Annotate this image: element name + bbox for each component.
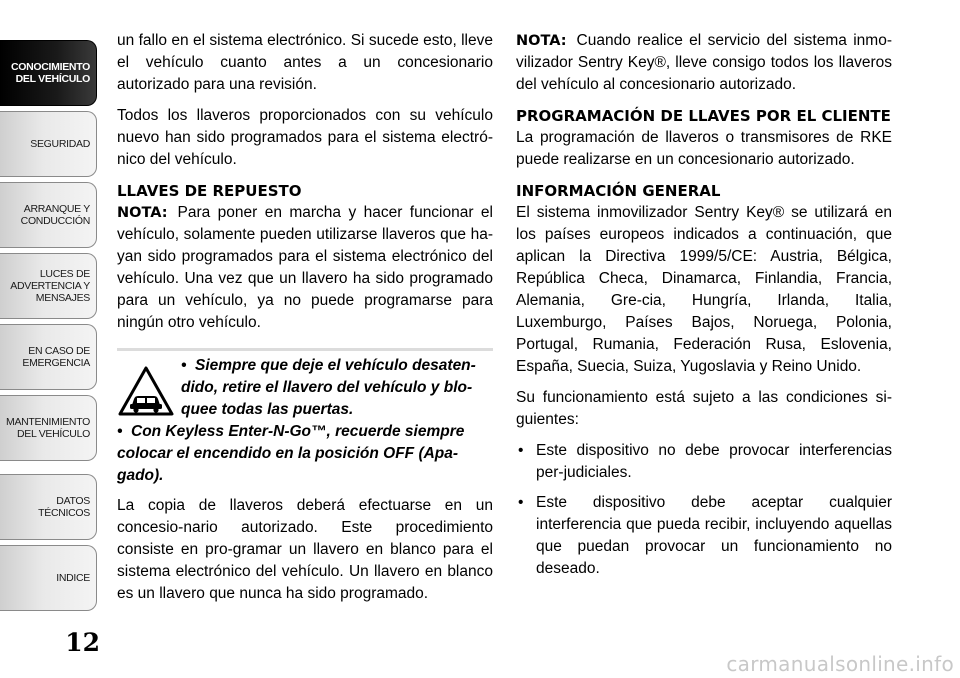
- warning-triangle-icon: [117, 365, 179, 421]
- warning-item-keyless: • Con Keyless Enter-N-Go™, recuerde siempre colocar el encendido en la posición OFF (Apa-gado).: [117, 423, 465, 484]
- chapter-sidebar: [0, 0, 100, 678]
- paragraph-key-copy: La copia de llaveros deberá efectuarse en un concesio-nario autorizado. Este procedimiento consiste en pro-gramar un llavero en blanco para el sistema electrónico del vehículo. Un llavero en blanco es un llavero que nunca ha sido programado.: [117, 497, 493, 602]
- conditions-list: [516, 440, 892, 580]
- tab-en-caso-de-emergencia[interactable]: EN CASO DE EMERGENCIA: [0, 324, 97, 390]
- note-text: Para poner en marcha y hacer funcionar el vehículo, solamente pueden utilizarse llaveros que ha-yan sido programados para el sistema electrónico del vehículo. Una vez que un llavero ha sido programado para un vehículo, ya no puede programarse para ningún otro vehículo.: [117, 204, 493, 331]
- watermark: carmanualsonline.info: [726, 652, 954, 676]
- warning-item-lock-doors: • Siempre que deje el vehículo desaten-dido, retire el llavero del vehículo y blo-quee todas las puertas.: [181, 357, 476, 418]
- note-spare-keys: [117, 202, 493, 334]
- paragraph-rke-programming: La programación de llaveros o transmisores de RKE puede realizarse en un concesionario autorizado.: [516, 129, 892, 168]
- note-sentry-key-service: [516, 30, 892, 96]
- heading-spare-keys: LLAVES DE REPUESTO: [117, 182, 302, 200]
- paragraph-electronic-fault: un fallo en el sistema electrónico. Si sucede esto, lleve el vehículo cuanto antes a un concesionario autorizado para una revisión.: [117, 32, 493, 93]
- tab-indice[interactable]: INDICE: [0, 545, 97, 611]
- heading-general-information: INFORMACIÓN GENERAL: [516, 182, 721, 200]
- list-item: • Este dispositivo debe aceptar cualquier interferencia que pueda recibir, incluyendo aquellas que puedan provocar un funcionamiento no deseado.: [516, 492, 892, 580]
- left-column: [117, 30, 493, 614]
- paragraph-keys-programmed: Todos los llaveros proporcionados con su vehículo nuevo han sido programados para el sistema electró-nico del vehículo.: [117, 107, 493, 168]
- note-text: Cuando realice el servicio del sistema inmo-vilizador Sentry Key®, lleve consigo todos los llaveros del vehículo al concesionario autorizado.: [516, 32, 892, 93]
- list-item: • Este dispositivo no debe provocar interferencias per-judiciales.: [516, 440, 892, 484]
- tab-conocimiento-del-vehiculo[interactable]: CONOCIMIENTO DEL VEHÍCULO: [0, 40, 97, 106]
- tab-datos-tecnicos[interactable]: DATOS TÉCNICOS: [0, 474, 97, 540]
- note-label: NOTA:: [117, 205, 168, 221]
- heading-customer-key-programming: PROGRAMACIÓN DE LLAVES POR EL CLIENTE: [516, 107, 891, 125]
- warning-box: [117, 348, 493, 487]
- right-column: [516, 30, 892, 588]
- tab-arranque-y-conduccion[interactable]: ARRANQUE Y CONDUCCIÓN: [0, 182, 97, 248]
- tab-mantenimiento-del-vehiculo[interactable]: MANTENIMIENTO DEL VEHÍCULO: [0, 395, 97, 461]
- page-number: 12: [65, 628, 100, 657]
- paragraph-countries: El sistema inmovilizador Sentry Key® se utilizará en los países europeos indicados a continuación, que aplican la Directiva 1999/5/CE: Austria, Bélgica, República Checa, Dinamarca, Finlandia, Francia, Alemania, Gre-cia, Hungría, Irlanda, Italia, Luxemburgo, Países Bajos, Noruega, Polonia, Portugal, Rumania, Federación Rusa, Eslovenia, España, Suecia, Suiza, Yugoslavia y Reino Unido.: [516, 204, 892, 375]
- note-label: NOTA:: [516, 33, 567, 49]
- tab-luces-de-advertencia[interactable]: LUCES DE ADVERTENCIA Y MENSAJES: [0, 253, 97, 319]
- tab-seguridad[interactable]: SEGURIDAD: [0, 111, 97, 177]
- paragraph-conditions: Su funcionamiento está sujeto a las condiciones si-guientes:: [516, 389, 892, 428]
